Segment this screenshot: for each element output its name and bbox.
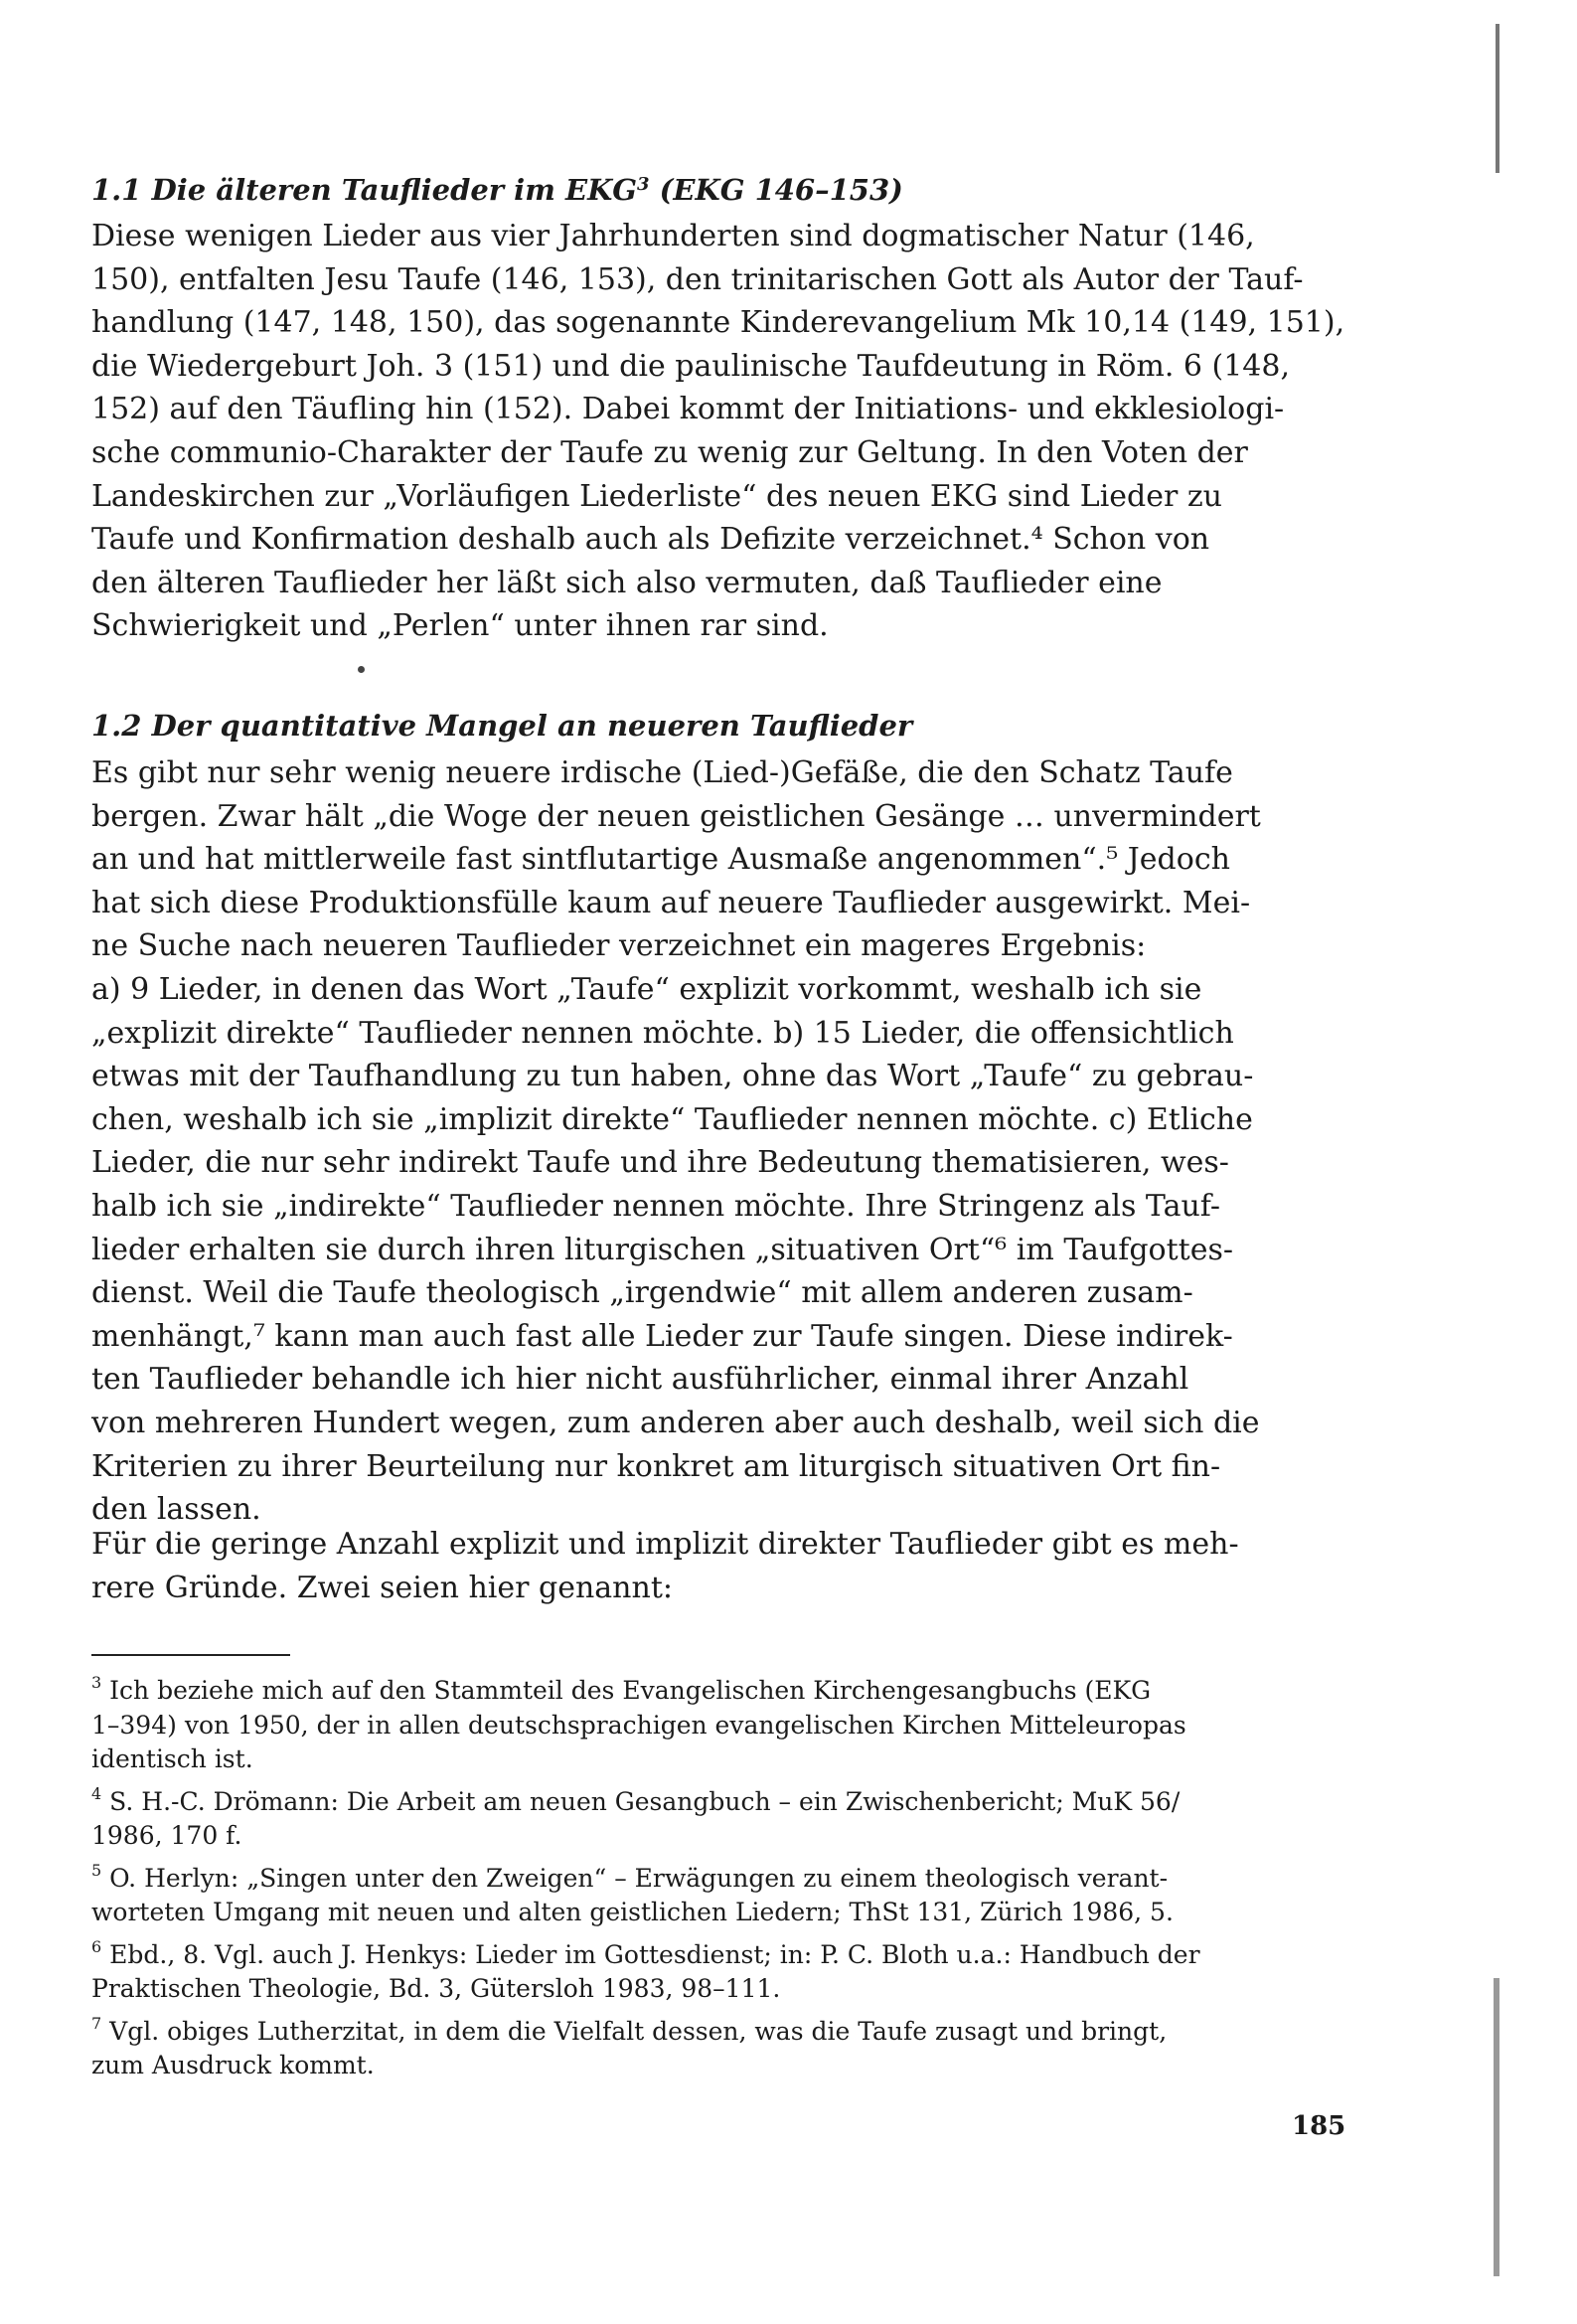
- footnote-number: 5: [91, 1860, 102, 1880]
- paragraph: [91, 1523, 1334, 1609]
- text-line: 150), entfalten Jesu Taufe (146, 153), den trinitarischen Gott als Autor der Tauf-: [91, 261, 1304, 297]
- footnote-rule: [91, 1654, 290, 1656]
- footnote-line: Ebd., 8. Vgl. auch J. Henkys: Lieder im Gottesdienst; in: P. C. Bloth u.a.: Handbuch der: [109, 1939, 1200, 1969]
- section-heading-1-1: [91, 167, 1334, 208]
- text-line: rere Gründe. Zwei seien hier genannt:: [91, 1570, 673, 1605]
- footnote-number: 6: [91, 1936, 102, 1956]
- footnote-3: [91, 1666, 1334, 1777]
- heading-footnote-ref: 3: [637, 174, 650, 195]
- footnote-line: worteten Umgang mit neuen und alten geistlichen Liedern; ThSt 131, Zürich 1986, 5.: [91, 1898, 1174, 1926]
- text-line: dienst. Weil die Taufe theologisch „irgendwie“ mit allem anderen zusam-: [91, 1275, 1193, 1311]
- section-body-1-2-continued: [91, 1523, 1334, 1609]
- footnote-6: [91, 1930, 1334, 2007]
- section-body-1-1: [91, 215, 1345, 648]
- heading-number: 1.1: [91, 173, 142, 207]
- text-line: von mehreren Hundert wegen, zum anderen aber auch deshalb, weil sich die: [91, 1405, 1260, 1440]
- scan-edge-bottom: [1494, 1978, 1499, 2276]
- text-line: den älteren Tauflieder her läßt sich also vermuten, daß Tauflieder eine: [91, 565, 1163, 600]
- footnote-line: zum Ausdruck kommt.: [91, 2051, 375, 2079]
- footnotes: [91, 1666, 1334, 2083]
- heading-text: Der quantitative Mangel an neueren Tauflieder: [151, 709, 913, 743]
- text-line: ne Suche nach neueren Tauflieder verzeichnet ein mageres Ergebnis:: [91, 928, 1147, 964]
- text-line: an und hat mittlerweile fast sintflutartige Ausmaße angenommen“.⁵ Jedoch: [91, 842, 1230, 878]
- footnote-5: [91, 1854, 1334, 1930]
- footnote-line: Ich beziehe mich auf den Stammteil des Evangelischen Kirchengesangbuchs (EKG: [109, 1676, 1152, 1705]
- text-line: Für die geringe Anzahl explizit und implizit direkter Tauflieder gibt es meh-: [91, 1527, 1239, 1562]
- footnote-number: 4: [91, 1783, 102, 1803]
- text-line: 152) auf den Täufling hin (152). Dabei kommt der Initiations- und ekklesiologi-: [91, 392, 1285, 427]
- text-line: Kriterien zu ihrer Beurteilung nur konkret am liturgisch situativen Ort fin-: [91, 1448, 1221, 1484]
- text-line: Lieder, die nur sehr indirekt Taufe und ihre Bedeutung thematisieren, wes-: [91, 1145, 1229, 1181]
- text-line: sche communio-Charakter der Taufe zu wenig zur Geltung. In den Voten der: [91, 434, 1248, 470]
- text-line: chen, weshalb ich sie „implizit direkte“ Tauflieder nennen möchte. c) Etliche: [91, 1101, 1253, 1137]
- footnote-number: 3: [91, 1673, 102, 1692]
- section-heading-1-2: [91, 708, 1334, 744]
- text-line: den lassen.: [91, 1492, 261, 1528]
- section-body-1-2: [91, 751, 1334, 1532]
- scan-edge-top: [1496, 24, 1499, 173]
- footnote-line: Praktischen Theologie, Bd. 3, Gütersloh 1983, 98–111.: [91, 1974, 781, 2003]
- footnote-line: 1–394) von 1950, der in allen deutschsprachigen evangelischen Kirchen Mitteleuropas: [91, 1710, 1186, 1740]
- text-line: handlung (147, 148, 150), das sogenannte Kinderevangelium Mk 10,14 (149, 151),: [91, 305, 1345, 341]
- text-line: Taufe und Konfirmation deshalb auch als Defizite verzeichnet.⁴ Schon von: [91, 522, 1210, 558]
- text-line: Landeskirchen zur „Vorläufigen Liederliste“ des neuen EKG sind Lieder zu: [91, 478, 1223, 514]
- text-line: etwas mit der Taufhandlung zu tun haben, ohne das Wort „Taufe“ zu gebrau-: [91, 1059, 1254, 1094]
- text-line: Es gibt nur sehr wenig neuere irdische (Lied-)Gefäße, die den Schatz Taufe: [91, 755, 1233, 790]
- page-number: 185: [1292, 2111, 1346, 2141]
- text-line: Schwierigkeit und „Perlen“ unter ihnen rar sind.: [91, 608, 829, 644]
- text-line: die Wiedergeburt Joh. 3 (151) und die paulinische Taufdeutung in Röm. 6 (148,: [91, 348, 1291, 384]
- text-line: halb ich sie „indirekte“ Tauflieder nennen möchte. Ihre Stringenz als Tauf-: [91, 1188, 1220, 1224]
- text-line: menhängt,⁷ kann man auch fast alle Lieder zur Taufe singen. Diese indirek-: [91, 1318, 1233, 1354]
- paragraph: [91, 751, 1334, 1532]
- footnote-line: identisch ist.: [91, 1744, 253, 1773]
- heading-text: Die älteren Tauflieder im EKG: [151, 173, 638, 207]
- footnote-number: 7: [91, 2013, 102, 2033]
- text-line: Diese wenigen Lieder aus vier Jahrhunderten sind dogmatischer Natur (146,: [91, 219, 1255, 253]
- text-line: a) 9 Lieder, in denen das Wort „Taufe“ explizit vorkommt, weshalb ich sie: [91, 971, 1202, 1007]
- footnote-line: S. H.-C. Drömann: Die Arbeit am neuen Gesangbuch – ein Zwischenbericht; MuK 56/: [109, 1786, 1181, 1816]
- text-line: hat sich diese Produktionsfülle kaum auf neuere Tauflieder ausgewirkt. Mei-: [91, 885, 1251, 920]
- heading-tail: (EKG 146–153): [649, 173, 903, 207]
- specks-mark: [358, 666, 365, 673]
- footnote-line: Vgl. obiges Lutherzitat, in dem die Vielfalt dessen, was die Taufe zusagt und bringt,: [109, 2016, 1168, 2046]
- paragraph: [91, 215, 1345, 648]
- text-line: lieder erhalten sie durch ihren liturgischen „situativen Ort“⁶ im Taufgottes-: [91, 1232, 1233, 1267]
- text-line: „explizit direkte“ Tauflieder nennen möchte. b) 15 Lieder, die offensichtlich: [91, 1015, 1234, 1051]
- text-line: ten Tauflieder behandle ich hier nicht ausführlicher, einmal ihrer Anzahl: [91, 1362, 1189, 1398]
- footnote-7: [91, 2007, 1334, 2083]
- footnote-line: O. Herlyn: „Singen unter den Zweigen“ – Erwägungen zu einem theologisch verant-: [109, 1863, 1169, 1893]
- footnote-4: [91, 1777, 1334, 1854]
- footnote-line: 1986, 170 f.: [91, 1821, 242, 1850]
- heading-number: 1.2: [91, 709, 142, 743]
- text-line: bergen. Zwar hält „die Woge der neuen geistlichen Gesänge … unvermindert: [91, 798, 1261, 834]
